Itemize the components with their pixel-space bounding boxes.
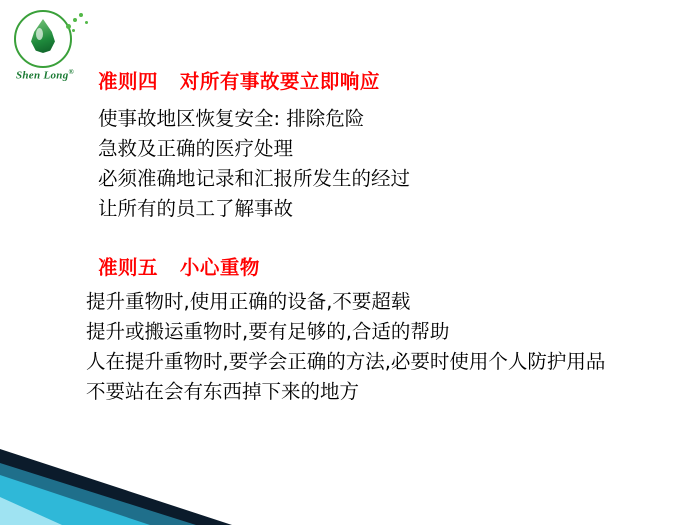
- section-heading-2: 准则五 小心重物: [98, 255, 260, 279]
- section-1-line-4: 让所有的员工了解事故: [98, 196, 294, 220]
- logo-brand-text: [12, 68, 78, 82]
- slide-content: [78, 72, 688, 407]
- section-1-line-2: 急救及正确的医疗处理: [98, 136, 294, 160]
- section-2-line-1: 提升重物时,使用正确的设备,不要超载: [86, 290, 411, 313]
- logo-brand-label: Shen Long: [15, 69, 69, 82]
- deco-teal-triangle: [0, 475, 150, 525]
- section-heading-1: 准则四 对所有事故要立即响应: [98, 70, 380, 93]
- deco-light-triangle: [0, 497, 62, 525]
- logo-registered-mark: ®: [68, 68, 75, 76]
- section-2-line-4: 不要站在会有东西掉下来的地方: [86, 380, 360, 403]
- corner-decoration: [0, 405, 330, 525]
- section-1-line-1: 使事故地区恢复安全: 排除危险: [98, 106, 365, 130]
- section-2-line-2: 提升或搬运重物时,要有足够的,合适的帮助: [86, 320, 450, 343]
- section-1-line-3: 必须准确地记录和汇报所发生的经过: [98, 166, 411, 190]
- logo-dots-icon: [66, 12, 92, 34]
- deco-mid-triangle: [0, 463, 196, 525]
- deco-dark-triangle: [0, 449, 232, 525]
- section-block-1: [78, 72, 688, 224]
- section-2-line-3: 人在提升重物时,要学会正确的方法,必要时使用个人防护用品: [86, 350, 606, 373]
- water-drop-highlight-icon: [36, 28, 43, 40]
- section-block-2: [78, 255, 688, 408]
